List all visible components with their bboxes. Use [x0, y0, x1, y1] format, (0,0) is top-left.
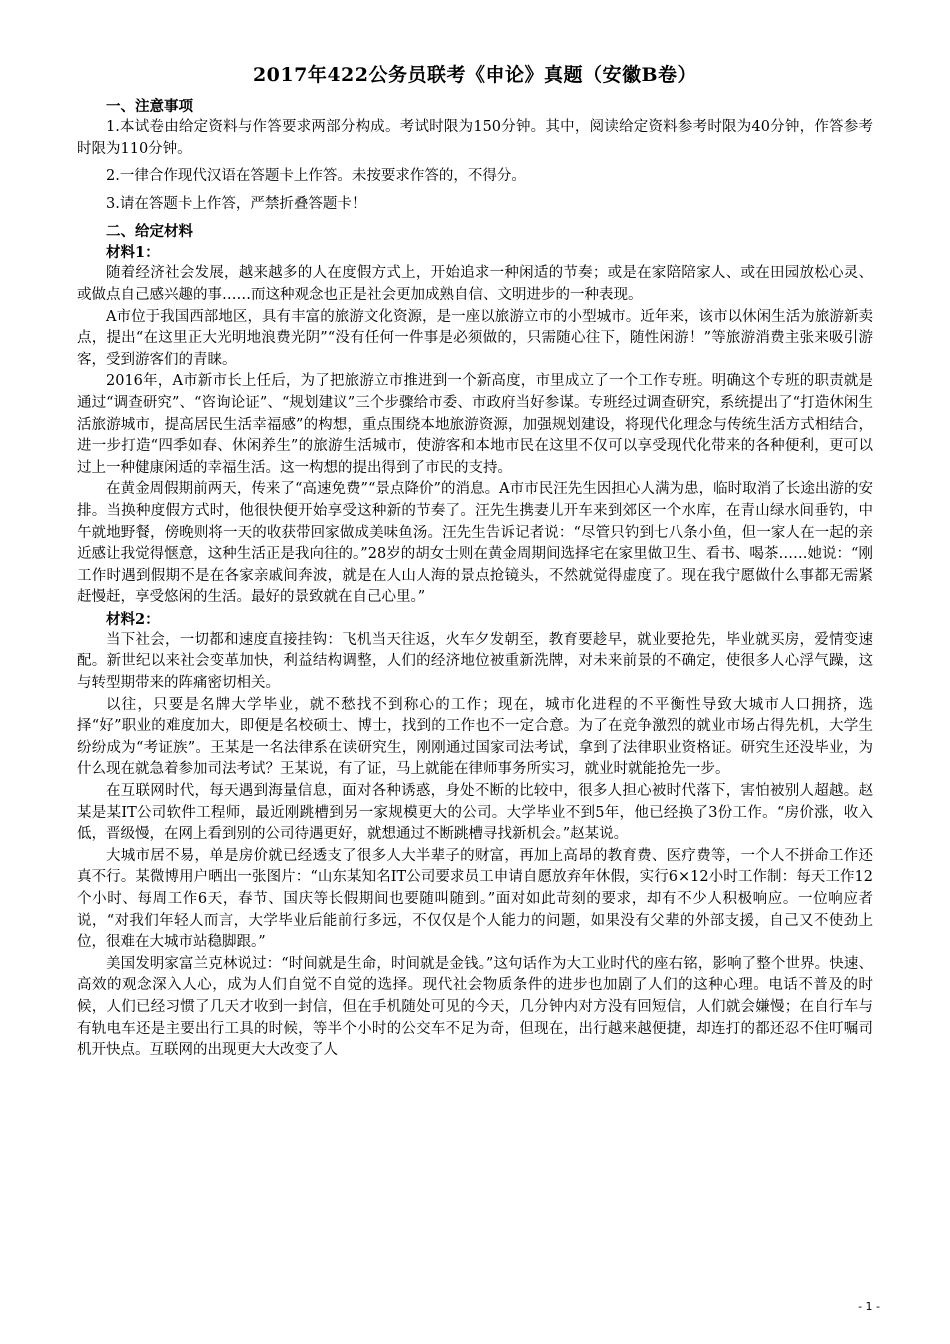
notice-item-1: 1.本试卷由给定资料与作答要求两部分构成。考试时限为150分钟。其中，阅读给定资料参考时限为40分钟，作答参考时限为110分钟。: [77, 119, 873, 157]
material-1-label: 材料1：: [106, 244, 160, 262]
material-2-paragraph: 美国发明家富兰克林说过：“时间就是生命，时间就是金钱。”这句话作为大工业时代的座右铭，影响了整个世界。快速、高效的观念深入人心，成为人们自觉不自觉的选择。现代社会物质条件的进步也加剧了人们的这种心理。电话不普及的时候，人们已经习惯了几天才收到一封信，但在手机随处可见的今天，几分钟内对方没有回短信，人们就会嫌慢；在自行车与有轨电车还是主要出行工具的时候，等半个小时的公交车不足为奇，但现在，出行越来越便捷，却连打的都还忍不住叮嘱司机开快点。互联网的出现更大大改变了人: [77, 955, 873, 1059]
material-1-paragraph: 在黄金周假期前两天，传来了“高速免费”“景点降价”的消息。A市市民汪先生因担心人满为患，临时取消了长途出游的安排。当换种度假方式时，他很快便开始享受这种新的节奏了。汪先生携妻儿开车来到郊区一个水库，在青山绿水间垂钓，中午就地野餐，傍晚则将一天的收获带回家做成美味鱼汤。汪先生告诉记者说：“尽管只钓到七八条小鱼，但一家人在一起的亲近感让我觉得惬意，这种生活正是我向往的。”28岁的胡女士则在黄金周期间选择宅在家里做卫生、看书、喝茶……她说：“刚工作时遇到假期不是在各家亲戚间奔波，就是在人山人海的景点抢镜头，不然就觉得虚度了。现在我宁愿做什么事都无需紧赶慢赶，享受悠闲的生活。最好的景致就在自己心里。”: [77, 481, 873, 606]
section-heading-notes: 一、注意事项: [106, 98, 193, 115]
page-number: - 1 -: [858, 1300, 880, 1313]
material-2-paragraph: 大城市居不易，单是房价就已经透支了很多人大半辈子的财富，再加上高昂的教育费、医疗费等，一个人不拼命工作还真不行。某微博用户晒出一张图片：“山东某知名IT公司要求员工申请自愿放弃年休假，实行6×12小时工作制：每天工作12个小时、每周工作6天，春节、国庆等长假期间也要随叫随到。”面对如此苛刻的要求，却有不少人积极响应。一位响应者说，“对我们年轻人而言，大学毕业后能前行多远，不仅仅是个人能力的问题，如果没有父辈的外部支援，自己又不使劲上位，很难在大城市站稳脚跟。”: [77, 847, 873, 951]
material-2-paragraph: 在互联网时代，每天遇到海量信息，面对各种诱惑，身处不断的比较中，很多人担心被时代落下，害怕被别人超越。赵某是某IT公司软件工程师，最近刚跳槽到另一家规模更大的公司。大学毕业不到5年，他已经换了3份工作。“房价涨，收入低，晋级慢，在网上看到别的公司待遇更好，就想通过不断跳槽寻找新机会。”赵某说。: [77, 783, 873, 843]
document-title: 2017年422公务员联考《申论》真题（安徽B卷）: [252, 64, 698, 86]
material-2-paragraph: 当下社会，一切都和速度直接挂钩：飞机当天往返，火车夕发朝至，教育要趁早，就业要抢先，毕业就买房，爱情变速配。新世纪以来社会变革加快，利益结构调整，人们的经济地位被重新洗牌，对未来前景的不确定，使很多人心浮气躁，这与转型期带来的阵痛密切相关。: [77, 631, 873, 692]
material-2-paragraph: 以往，只要是名牌大学毕业，就不愁找不到称心的工作；现在，城市化进程的不平衡性导致大城市人口拥挤，选择“好”职业的难度加大，即便是名校硕士、博士，找到的工作也不一定合意。为了在竞争激烈的就业市场占得先机，大学生纷纷成为“考证族”。王某是一名法律系在读研究生，刚刚通过国家司法考试，拿到了法律职业资格证。研究生还没毕业，为什么现在就急着参加司法考试？王某说，有了证，马上就能在律师事务所实习，就业时就能抢先一步。: [77, 696, 873, 778]
notice-item-3: 3.请在答题卡上作答，严禁折叠答题卡！: [106, 195, 367, 212]
document-page: [77, 62, 873, 1062]
material-1-paragraph: A市位于我国西部地区，具有丰富的旅游文化资源，是一座以旅游立市的小型城市。近年来，该市以休闲生活为旅游新卖点，提出“在这里正大光明地浪费光阴”“没有任何一件事是必须做的，只需随心往下，随性闲游！”等旅游消费主张来吸引游客，受到游客们的青睐。: [77, 308, 873, 368]
material-1-paragraph: 2016年，A市新市长上任后，为了把旅游立市推进到一个新高度，市里成立了一个工作专班。明确这个专班的职责就是通过“调查研究”、“咨询论证”、“规划建议”三个步骤给市委、市政府当好参谋。专班经过调查研究，系统提出了“打造休闲生活旅游城市，提高居民生活幸福感”的构想，重点围绕本地旅游资源，加强规划建设，将现代化理念与传统生活方式相结合，进一步打造“四季如春、休闲养生”的旅游生活城市，使游客和本地市民在这里不仅可以享受现代化带来的各种便利，更可以过上一种健康闲适的幸福生活。这一构想的提出得到了市民的支持。: [77, 373, 873, 476]
section-heading-materials: 二、给定材料: [106, 223, 193, 241]
notice-item-2: 2.一律合作现代汉语在答题卡上作答。未按要求作答的，不得分。: [106, 168, 526, 185]
material-2-label: 材料2：: [106, 610, 160, 628]
material-1-paragraph: 随着经济社会发展，越来越多的人在度假方式上，开始追求一种闲适的节奏；或是在家陪陪家人、或在田园放松心灵、或做点自己感兴趣的事……而这种观念也正是社会更加成熟自信、文明进步的一种表现。: [77, 265, 873, 303]
